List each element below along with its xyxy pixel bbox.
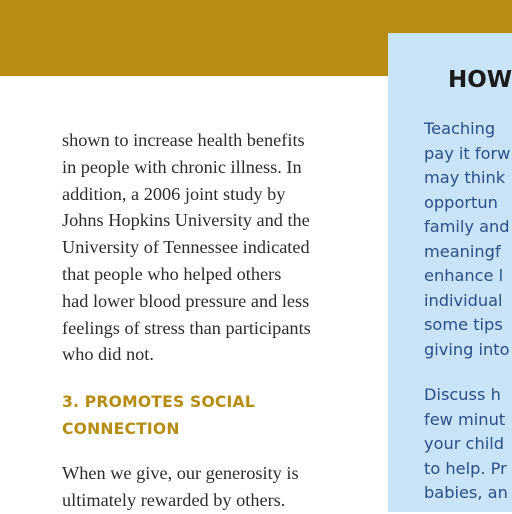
sidebar-line: may think [424,168,506,187]
text-line: feelings of stress than participants [62,317,311,338]
article-main-column [62,127,362,510]
text-line: When we give, our generosity is [62,463,299,483]
text-line: addition, a 2006 joint study by [62,183,286,204]
text-line: ultimately rewarded by others. [62,489,286,510]
text-line: Johns Hopkins University and the [62,210,310,231]
sidebar-paragraph [424,383,508,506]
sidebar-line: few minut [424,409,506,429]
sidebar-line: to help. Pr [424,458,507,478]
sidebar-panel [388,33,512,512]
text-line: had lower blood pressure and less [62,290,310,311]
text-line: who did not. [62,344,154,365]
sidebar-line: your child [424,434,504,453]
sidebar-line: giving into [424,339,510,359]
heading-line: 3. PROMOTES SOCIAL [62,393,255,411]
text-line: in people with chronic illness. In [62,156,302,177]
sidebar-line: pay it forw [424,143,511,163]
text-line: shown to increase health benefits [62,130,305,150]
heading-line: CONNECTION [62,420,180,438]
text-line: University of Tennessee indicated [62,237,310,258]
sidebar-paragraph [424,117,510,362]
sidebar-line: enhance l [424,266,504,285]
section-heading [62,389,255,443]
sidebar-line: individual [424,290,503,310]
article-paragraph [62,127,362,368]
sidebar-line: family and [424,217,510,236]
sidebar-line: babies, an [424,483,508,502]
sidebar-line: Discuss h [424,385,501,404]
sidebar-line: meaningf [424,241,501,261]
sidebar-line: Teaching [424,119,496,138]
sidebar-title: HOW [448,67,512,93]
sidebar-line: some tips [424,315,503,334]
sidebar-line: opportun [424,192,498,212]
text-line: that people who helped others [62,263,282,284]
article-paragraph [62,460,299,514]
